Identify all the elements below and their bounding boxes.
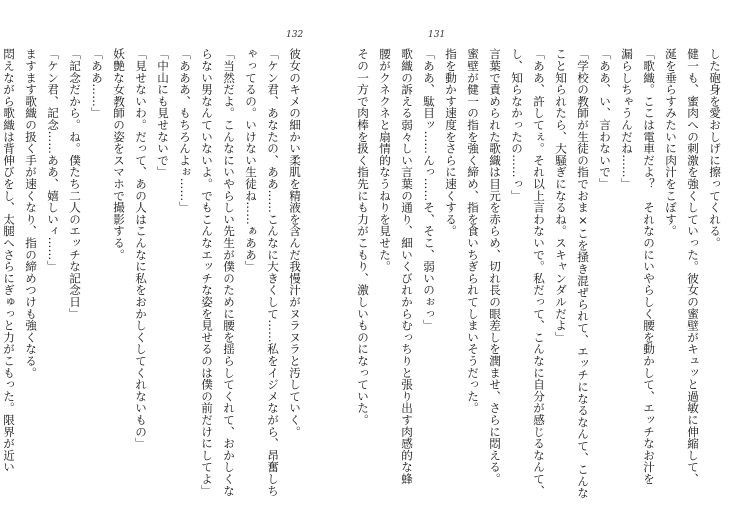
text-line: 「中山にも見せないで」	[156, 48, 170, 178]
text-line: 彼女のキメの細かい柔肌を精液を含んだ我慢汁がヌラヌラと汚していく。	[288, 48, 302, 438]
page-number: 132	[286, 30, 304, 40]
text-line: こと知られたら、大騒ぎになるね。スキャンダルだよ」	[554, 48, 568, 343]
text-line: その一方で肉棒を扱く指先にも力がこもり、激しいものになっていた。	[356, 48, 370, 426]
right-page	[356, 0, 736, 526]
text-line: 「ケン君、記念……ああ、嬉しいィ……」	[46, 48, 60, 273]
text-line: 「ああ、許してぇ。それ以上言わないで。私だって、こんなに自分が感じるなんて、	[532, 48, 546, 497]
text-line: ますます歌織の扱く手が速くなり、指の締めつけも強くなる。	[24, 48, 38, 379]
text-line: 「ケン君、あなたの、ああ……こんなに大きくして……私をイジメながら、昂奮しち	[266, 48, 280, 497]
text-line: 「当然だよ。こんなにいやらしい先生が僕のために腰を揺らしてくれて、おかしくな	[222, 48, 236, 497]
page-number: 131	[428, 30, 446, 40]
text-line: した砲身を愛おしげに擦ってくれる。	[708, 48, 722, 249]
text-line: ゃってるの。いけない生徒ね……ぁああ」	[244, 48, 258, 273]
text-line: 蜜壁が健一の指を強く締め、指を食いちぎられてしまいそうだった。	[466, 48, 480, 414]
text-line: 歌織の訴える弱々しい言葉の通り、細いくびれからむっちりと張り出す肉感的な蜂	[400, 48, 414, 485]
text-line: 妖艶な女教師の姿をスマホで撮影する。	[112, 48, 126, 261]
text-line: 腰がクネクネと扇情的なうねりを見せた。	[378, 48, 392, 273]
text-line: 悶えながら歌織は背伸びをし、太腿へさらにぎゅっと力がこもった。限界が近い	[2, 48, 16, 473]
text-line: 涎を垂らすみたいに肉汁をこぼす。	[664, 48, 678, 237]
text-line: 漏らしちゃうんだね……」	[620, 48, 634, 190]
text-line: 「ああ、い、言わないで」	[598, 48, 612, 190]
text-line: 指を動かす速度をさらに速くする。	[444, 48, 458, 237]
text-line: 健一も、蜜肉への刺激を強くしていった。彼女の蜜壁がキュッと過敏に伸縮して、	[686, 48, 700, 485]
body-text	[356, 48, 726, 499]
text-line: 「記念だから。ね。僕たち二人のエッチな記念日」	[68, 48, 82, 320]
text-line: 「ああ……」	[90, 48, 104, 119]
text-line: らない男なんていないよ。でもこんなエッチな姿を見せるのは僕の前だけにしてよ」	[200, 48, 214, 497]
text-line: 「あああ、もちろんよぉ……」	[178, 48, 192, 214]
text-line: し、知らなかったの……っ」	[510, 48, 524, 202]
text-line: 「ああ、駄目ッ……んっ……そ、そこ、弱いのぉっ」	[422, 48, 436, 332]
text-line: 言葉で責められた歌織は目元を赤らめ、切れ長の眼差しを潤ませ、さらに悶える。	[488, 48, 502, 485]
body-text	[2, 48, 306, 497]
text-line: 「見せないわ。だって、あの人はこんなに私をおかしくしてくれないもの」	[134, 48, 148, 450]
text-line: 「歌織。ここは電車だよ？ それなのにいやらしく腰を動かして、エッチなお汁を	[642, 48, 656, 485]
text-line: 「学校の教師が生徒の指でおま×こを掻き混ぜられて、エッチになるなんて、こんな	[576, 48, 590, 499]
